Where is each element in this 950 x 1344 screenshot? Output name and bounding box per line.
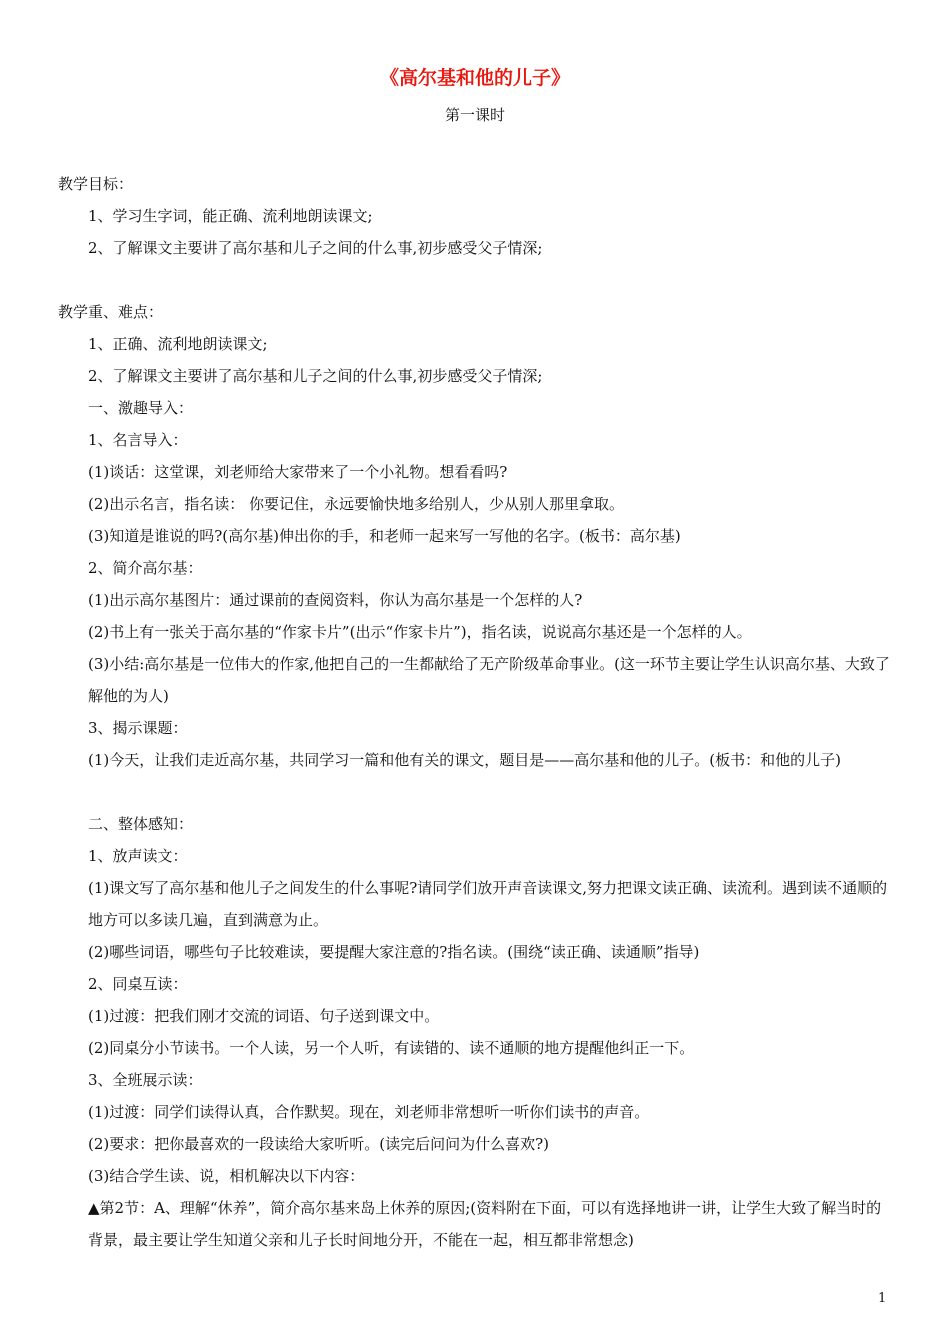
paragraph: 1、学习生字词，能正确、流利地朗读课文;	[88, 207, 373, 225]
paragraph: (2)哪些词语，哪些句子比较难读，要提醒大家注意的?指名读。(围绕“读正确、读通顺”指导)	[88, 943, 700, 961]
paragraph: (3)知道是谁说的吗?(高尔基)伸出你的手，和老师一起来写一写他的名字。(板书：高尔基)	[88, 527, 681, 545]
paragraph: (2)出示名言，指名读： 你要记住，永远要愉快地多给别人，少从别人那里拿取。	[88, 495, 625, 513]
paragraph: (1)过渡：同学们读得认真，合作默契。现在，刘老师非常想听一听你们读书的声音。	[88, 1103, 650, 1121]
section-heading-intro: 一、激趣导入：	[88, 399, 194, 417]
section-heading-overview: 二、整体感知：	[88, 815, 194, 833]
document-subtitle: 第一课时	[444, 106, 505, 124]
subheading: 3、揭示课题：	[88, 719, 188, 737]
paragraph: (1)过渡：把我们刚才交流的词语、句子送到课文中。	[88, 1007, 440, 1025]
document-title: 《高尔基和他的儿子》	[379, 67, 570, 89]
paragraph: 2、了解课文主要讲了高尔基和儿子之间的什么事,初步感受父子情深;	[88, 239, 543, 257]
paragraph: 1、正确、流利地朗读课文;	[88, 335, 268, 353]
paragraph: 2、了解课文主要讲了高尔基和儿子之间的什么事,初步感受父子情深;	[88, 367, 543, 385]
paragraph: (2)要求：把你最喜欢的一段读给大家听听。(读完后问问为什么喜欢?)	[88, 1135, 549, 1153]
subheading: 3、全班展示读：	[88, 1071, 203, 1089]
subheading: 2、简介高尔基：	[88, 559, 203, 577]
subheading: 2、同桌互读：	[88, 975, 188, 993]
paragraph: (1)出示高尔基图片：通过课前的查阅资料，你认为高尔基是一个怎样的人?	[88, 591, 583, 609]
paragraph: (2)同桌分小节读书。一个人读，另一个人听，有读错的、读不通顺的地方提醒他纠正一下。	[88, 1039, 695, 1057]
subheading: 1、名言导入：	[88, 431, 188, 449]
paragraph: (3)小结:高尔基是一位伟大的作家,他把自己的一生都献给了无产阶级革命事业。(这一环节主要让学生认识高尔基、大致了解他的为人)	[88, 655, 890, 705]
paragraph: (1)今天，让我们走近高尔基，共同学习一篇和他有关的课文，题目是——高尔基和他的儿子。(板书：和他的儿子)	[88, 751, 841, 769]
paragraph: (2)书上有一张关于高尔基的“作家卡片”(出示“作家卡片”)，指名读，说说高尔基还是一个怎样的人。	[88, 623, 752, 641]
paragraph: (1)谈话：这堂课，刘老师给大家带来了一个小礼物。想看看吗?	[88, 463, 508, 481]
paragraph: (1)课文写了高尔基和他儿子之间发生的什么事呢?请同学们放开声音读课文,努力把课文读正确、读流利。遇到读不通顺的地方可以多读几遍，直到满意为止。	[88, 879, 888, 929]
subheading: 1、放声读文：	[88, 847, 188, 865]
page-number: 1	[878, 1291, 887, 1306]
section-heading-key-points: 教学重、难点：	[58, 303, 164, 321]
paragraph: ▲第2节：A、理解“休养”，简介高尔基来岛上休养的原因;(资料附在下面，可以有选择地讲一讲，让学生大致了解当时的背景，最主要让学生知道父亲和儿子长时间地分开，不能在一起，相互都非常想念)	[88, 1199, 882, 1249]
document-body	[58, 168, 894, 1256]
section-heading-objectives: 教学目标：	[58, 175, 134, 193]
paragraph: (3)结合学生读、说，相机解决以下内容：	[88, 1167, 365, 1185]
